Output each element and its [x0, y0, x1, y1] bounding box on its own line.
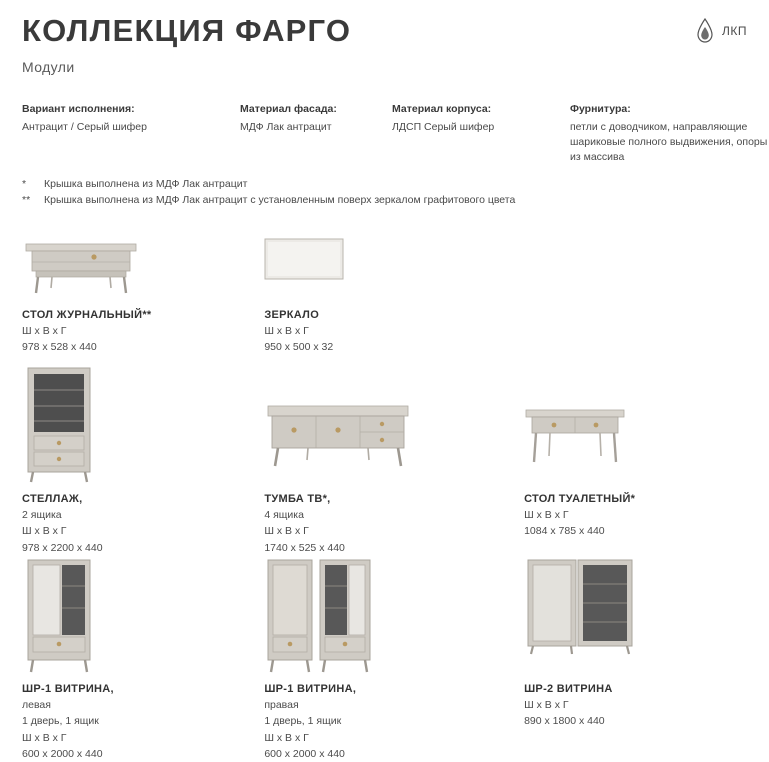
product-dims: 978 х 528 х 440	[22, 341, 97, 354]
product-dim-label: Ш х В х Г	[264, 731, 309, 744]
product-sub: 4 ящика	[264, 509, 304, 522]
footnotes	[22, 177, 747, 209]
tv-stand-caption	[264, 492, 524, 556]
dressing-table-image	[524, 362, 747, 484]
water-drop-icon	[695, 18, 715, 44]
product-dims: 600 х 2000 х 440	[22, 747, 103, 760]
spec-variant-value: Антрацит / Серый шифер	[22, 120, 147, 133]
footnote-1-text: Крышка выполнена из МДФ Лак антрацит	[44, 177, 248, 190]
product-dim-label: Ш х В х Г	[22, 525, 67, 538]
coffee-table-caption	[22, 308, 264, 355]
product-name: ШР-1 ВИТРИНА,	[22, 683, 114, 696]
product-name: СТЕЛЛАЖ,	[22, 493, 83, 506]
page-header	[22, 0, 747, 75]
spec-hardware	[570, 103, 769, 166]
product-dims: 890 х 1800 х 440	[524, 715, 605, 728]
page-subtitle: Модули	[22, 58, 75, 75]
brand-label: ЛКП	[722, 24, 747, 38]
shelving-unit-image	[22, 362, 264, 484]
product-dims: 1740 х 525 х 440	[264, 541, 345, 554]
product-dim-label: Ш х В х Г	[264, 325, 309, 338]
spec-hardware-value: петли с доводчиком, направляющие шариковые полного выдвижения, опоры из массива	[570, 120, 768, 164]
product-row-1	[22, 230, 747, 362]
product-dims: 600 х 2000 х 440	[264, 747, 345, 760]
cabinet-double-caption	[524, 682, 747, 729]
product-sub-2: 1 дверь, 1 ящик	[264, 715, 342, 728]
product-card-tv-stand[interactable]	[264, 362, 524, 552]
product-dim-label: Ш х В х Г	[22, 731, 67, 744]
spec-variant-title: Вариант исполнения:	[22, 102, 135, 115]
product-sub-2: 1 дверь, 1 ящик	[22, 715, 99, 728]
product-card-shelving[interactable]	[22, 362, 264, 552]
spec-facade	[240, 103, 385, 135]
product-sub: 2 ящика	[22, 509, 62, 522]
product-card-empty-1	[524, 230, 747, 362]
product-dims: 950 х 500 х 32	[264, 341, 334, 354]
product-card-cabinet-left[interactable]	[22, 552, 264, 760]
specs-row	[22, 102, 768, 169]
product-name: ЗЕРКАЛО	[264, 309, 320, 322]
product-name: ШР-2 ВИТРИНА	[524, 683, 613, 696]
footnote-2	[22, 193, 747, 209]
cabinet-left-caption	[22, 682, 264, 762]
footnote-2-text: Крышка выполнена из МДФ Лак антрацит с установленным поверх зеркалом графитового цвета	[44, 193, 516, 206]
product-name: СТОЛ ЖУРНАЛЬНЫЙ**	[22, 309, 152, 322]
brand-badge	[695, 18, 747, 44]
mirror-image	[264, 230, 524, 300]
product-card-mirror[interactable]	[264, 230, 524, 362]
product-dim-label: Ш х В х Г	[264, 525, 309, 538]
spec-facade-title: Материал фасада:	[240, 102, 337, 115]
product-dims: 1084 х 785 х 440	[524, 525, 605, 538]
shelving-caption	[22, 492, 264, 556]
display-cabinet-right-image	[264, 552, 524, 674]
spec-hardware-title: Фурнитура:	[570, 102, 631, 115]
product-dims: 978 х 2200 х 440	[22, 541, 103, 554]
product-card-cabinet-double[interactable]	[524, 552, 747, 742]
product-card-dressing-table[interactable]	[524, 362, 747, 552]
product-row-2	[22, 362, 747, 552]
product-dim-label: Ш х В х Г	[524, 699, 569, 712]
spec-facade-value: МДФ Лак антрацит	[240, 120, 332, 133]
product-card-cabinet-right[interactable]	[264, 552, 524, 760]
footnote-2-mark: **	[22, 193, 31, 206]
footnote-1-mark: *	[22, 177, 27, 190]
product-name: ШР-1 ВИТРИНА,	[264, 683, 357, 696]
spec-carcass-title: Материал корпуса:	[392, 102, 492, 115]
cabinet-right-caption	[264, 682, 524, 762]
product-row-3	[22, 552, 747, 760]
dressing-table-caption	[524, 492, 747, 539]
spec-carcass	[392, 103, 562, 135]
product-card-coffee-table[interactable]	[22, 230, 264, 362]
product-name: ТУМБА ТВ*,	[264, 493, 331, 506]
coffee-table-image	[22, 230, 264, 300]
display-cabinet-double-image	[524, 552, 747, 674]
product-name: СТОЛ ТУАЛЕТНЫЙ*	[524, 493, 636, 506]
tv-stand-image	[264, 362, 524, 484]
spec-carcass-value: ЛДСП Серый шифер	[392, 120, 495, 133]
spec-variant	[22, 103, 232, 135]
footnote-1	[22, 177, 747, 193]
product-dim-label: Ш х В х Г	[22, 325, 67, 338]
product-dim-label: Ш х В х Г	[524, 509, 569, 522]
product-sub: левая	[22, 699, 51, 712]
display-cabinet-left-image	[22, 552, 264, 674]
mirror-caption	[264, 308, 524, 355]
product-sub: правая	[264, 699, 299, 712]
page-title: КОЛЛЕКЦИЯ ФАРГО	[22, 13, 352, 48]
product-grid	[22, 230, 747, 760]
